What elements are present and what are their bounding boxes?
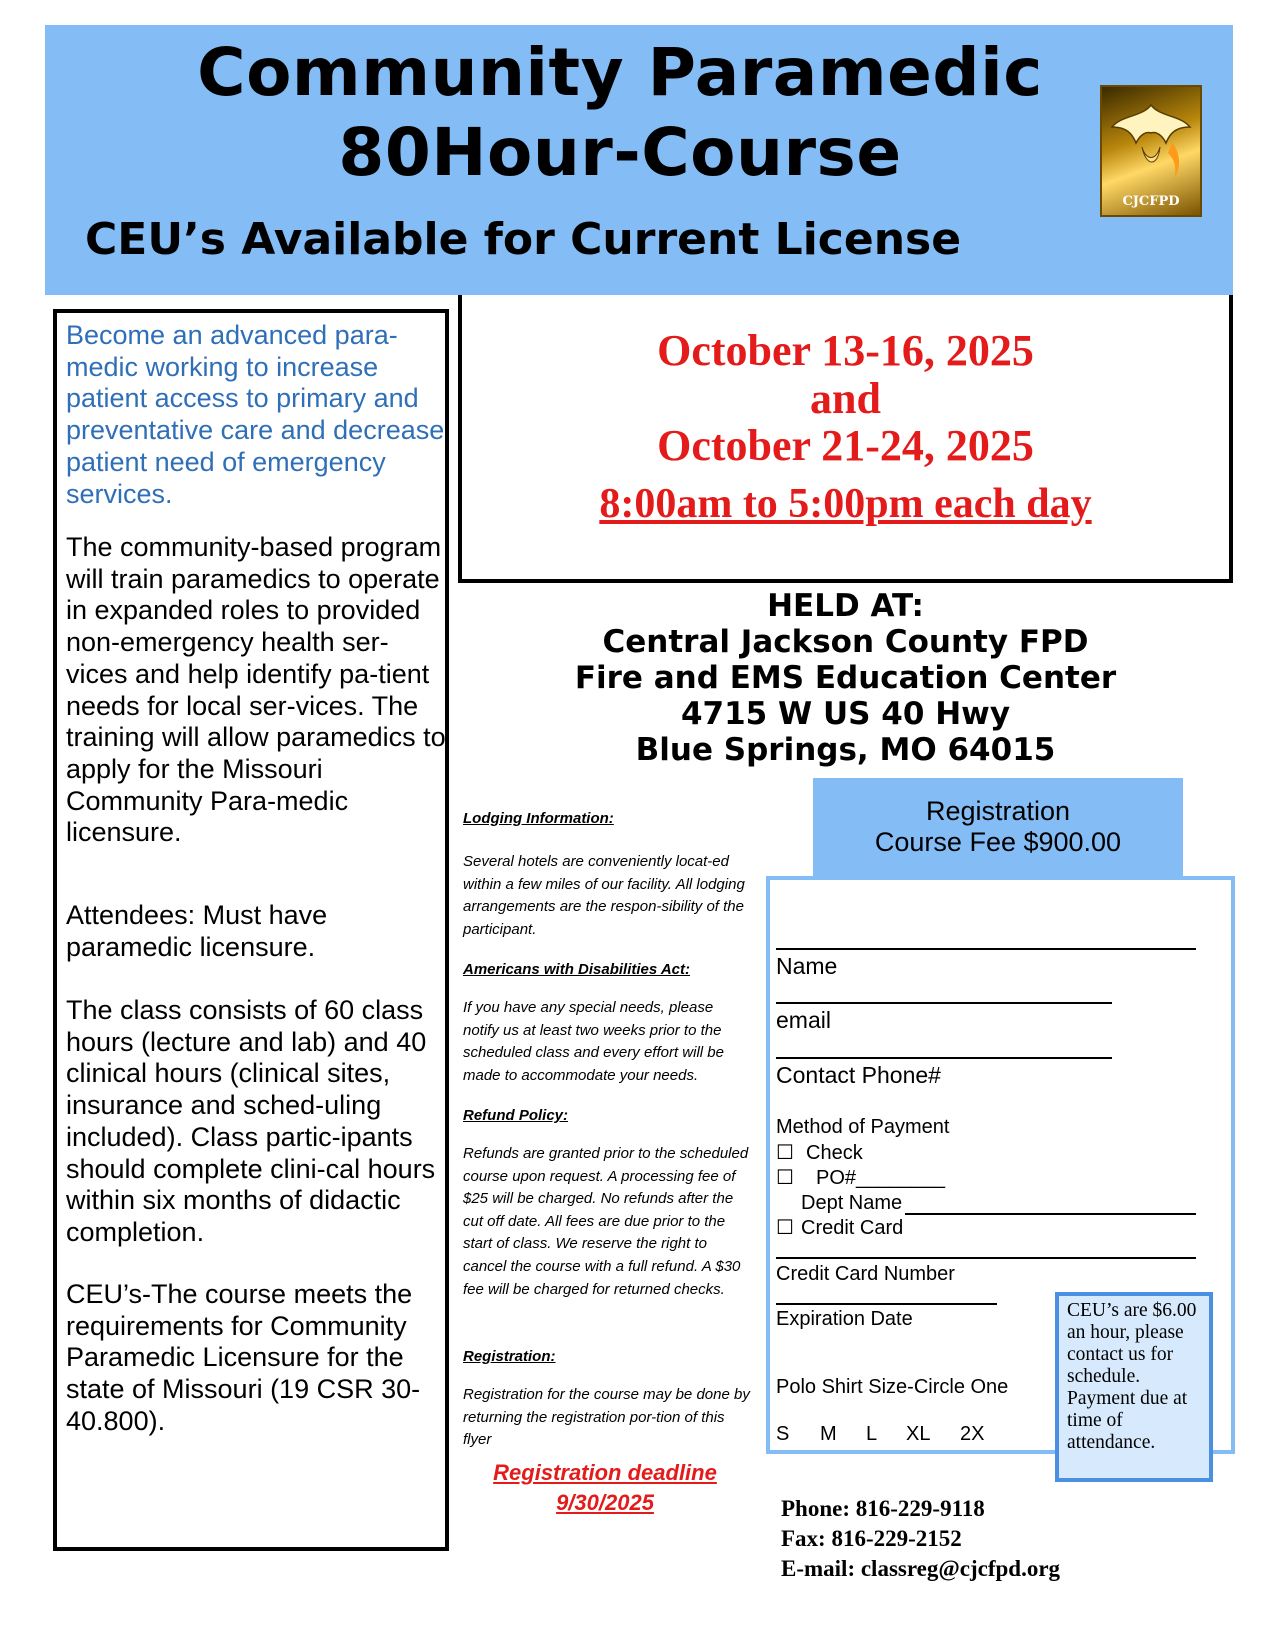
- date-and: and: [810, 374, 881, 423]
- dept-name-line[interactable]: [905, 1213, 1196, 1215]
- course-description-box: [53, 309, 449, 1551]
- ada-text: If you have any special needs, please notify us at least two weeks prior to the scheduled class and every effort will be made to accommodate your needs.: [463, 999, 724, 1084]
- contact-phone-label: Contact Phone#: [776, 1062, 941, 1088]
- time-of-day: 8:00am to 5:00pm each day: [599, 481, 1092, 527]
- dept-name-label: Dept Name: [801, 1192, 903, 1214]
- title-line-2: 80Hour-Course: [338, 114, 902, 191]
- class-hours-text: The class consists of 60 class hours (lecture and lab) and 40 clinical hours (clinical sites, insurance and sched-uling included). Class partic-ipants should complete clini-cal hours within six months of didactic completion.: [66, 995, 436, 1247]
- registration-header: [813, 778, 1183, 876]
- date-range-2: October 21-24, 2025: [657, 421, 1034, 470]
- name-field-line[interactable]: [776, 948, 1196, 950]
- cjcfpd-logo: [1100, 85, 1202, 217]
- size-option[interactable]: XL: [906, 1423, 931, 1445]
- po-checkbox[interactable]: ☐: [776, 1167, 794, 1189]
- check-label: Check: [806, 1142, 863, 1164]
- email-field-line[interactable]: [776, 1002, 1112, 1004]
- phone-field-line[interactable]: [776, 1057, 1112, 1059]
- deadline-line-1: Registration deadline: [493, 1460, 717, 1485]
- po-number-label: PO#________: [816, 1167, 946, 1189]
- course-fee: Course Fee $900.00: [874, 827, 1122, 857]
- size-option[interactable]: S: [776, 1423, 790, 1445]
- held-at-heading: HELD AT:: [767, 588, 924, 624]
- registration-text: Registration for the course may be done by returning the registration por-tion of this flyer: [463, 1386, 750, 1449]
- refund-text: Refunds are granted prior to the scheduled course upon request. A processing fee of $25 will be charged. No refunds after the cut off date. All fees are due prior to the start of class. We reserve the right to cancel the course with a full refund. A $30 fee will be charged for returned checks.: [463, 1145, 749, 1298]
- ceus-text: CEU’s-The course meets the requirements for Community Paramedic Licensure for the state of Missouri (19 CSR 30-40.800).: [66, 1279, 421, 1436]
- date-range-1: October 13-16, 2025: [657, 326, 1034, 375]
- payment-method-label: Method of Payment: [776, 1116, 950, 1138]
- location-block: [458, 588, 1233, 768]
- lodging-heading: Lodging Information:: [463, 810, 614, 827]
- registration-heading: Registration:: [463, 1348, 556, 1365]
- program-text: The community-based program will train paramedics to operate in expanded roles to provided non-emergency health ser-vices and help identify pa-tient needs for local ser-vices. The training will allow paramedics to apply for the Missouri Community Para-medic licensure.: [66, 532, 446, 848]
- contact-phone: Phone: 816-229-9118: [781, 1496, 985, 1521]
- credit-card-checkbox[interactable]: ☐: [776, 1217, 794, 1239]
- expiration-label: Expiration Date: [776, 1308, 913, 1330]
- lodging-text: Several hotels are conveniently locat-ed within a few miles of our facility. All lodging arrangements are the respon-sibility of the participant.: [463, 853, 745, 938]
- polo-size-label: Polo Shirt Size-Circle One: [776, 1376, 1009, 1398]
- refund-heading: Refund Policy:: [463, 1107, 569, 1124]
- location-line-1: Central Jackson County FPD: [602, 624, 1089, 660]
- name-label: Name: [776, 953, 838, 979]
- cc-number-line[interactable]: [776, 1257, 1196, 1259]
- location-line-2: Fire and EMS Education Center: [574, 660, 1117, 696]
- location-line-3: 4715 W US 40 Hwy: [680, 696, 1011, 732]
- registration-title: Registration: [925, 796, 1071, 826]
- contact-fax: Fax: 816-229-2152: [781, 1526, 962, 1551]
- logo-text: CJCFPD: [1122, 194, 1180, 209]
- deadline-line-2: 9/30/2025: [556, 1490, 654, 1515]
- registration-deadline: [470, 1458, 740, 1518]
- title-line-1: Community Paramedic: [197, 34, 1043, 111]
- subtitle: CEU’s Available for Current License: [85, 214, 962, 265]
- intro-text: Become an advanced para-medic working to increase patient access to primary and preventative care and decrease patient need of emergency services.: [66, 320, 445, 509]
- size-option[interactable]: 2X: [960, 1423, 985, 1445]
- size-option[interactable]: L: [866, 1423, 878, 1445]
- ada-heading: Americans with Disabilities Act:: [463, 961, 691, 978]
- eagle-icon: [1102, 87, 1200, 187]
- check-checkbox[interactable]: ☐: [776, 1142, 794, 1164]
- ceu-note-box: CEU’s are $6.00 an hour, please contact us for schedule. Payment due at time of attendance.: [1055, 1292, 1213, 1482]
- email-label: email: [776, 1007, 831, 1033]
- cc-number-label: Credit Card Number: [776, 1263, 955, 1285]
- size-option[interactable]: M: [820, 1423, 837, 1445]
- contact-email: E-mail: classreg@cjcfpd.org: [781, 1556, 1061, 1581]
- expiration-line[interactable]: [776, 1303, 997, 1305]
- header-banner: [45, 25, 1233, 295]
- dates-box: [458, 295, 1233, 583]
- credit-card-label: Credit Card: [801, 1217, 904, 1239]
- location-line-4: Blue Springs, MO 64015: [635, 732, 1056, 768]
- attendees-text: Attendees: Must have paramedic licensure.: [66, 900, 328, 962]
